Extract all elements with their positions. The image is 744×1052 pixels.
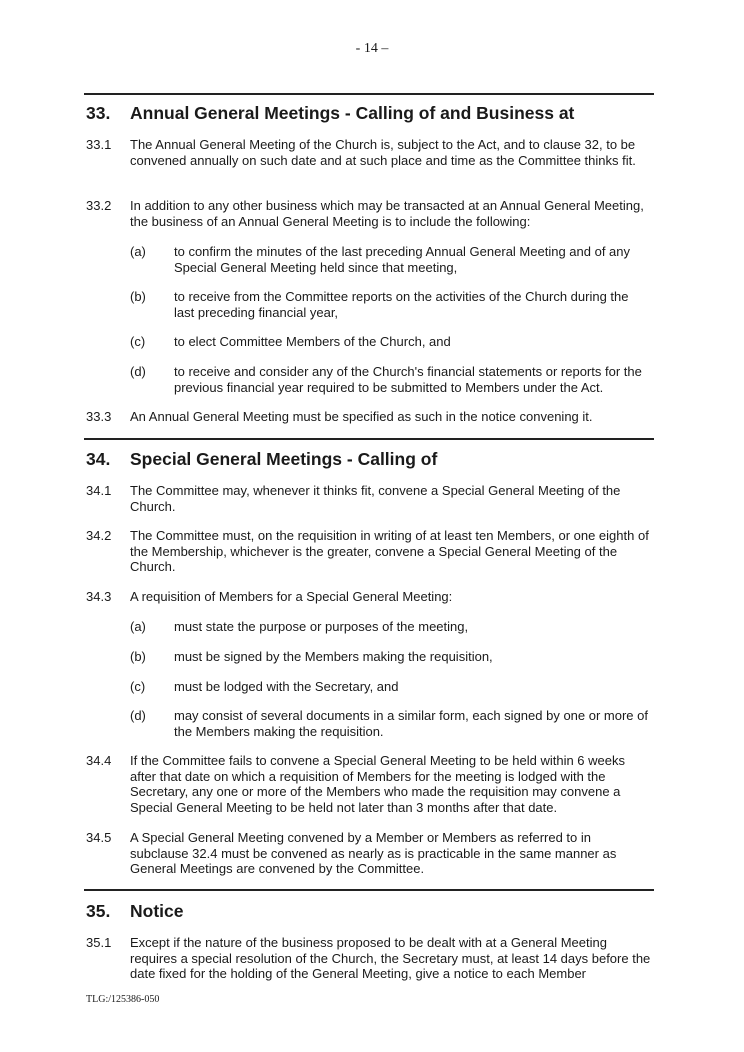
sub-item-text: must be lodged with the Secretary, and	[174, 679, 399, 694]
clause-text: In addition to any other business which may be transacted at an Annual General Meeting, the business of an Annual General Meeting is to include the following:	[130, 198, 644, 229]
sub-item-label: (c)	[130, 334, 146, 349]
sub-item-text: must be signed by the Members making the requisition,	[174, 649, 493, 664]
sub-item-text: to receive from the Committee reports on the activities of the Church during the last preceding financial year,	[174, 289, 629, 320]
document-reference: TLG:/125386-050	[86, 994, 160, 1005]
clause-text: Except if the nature of the business proposed to be dealt with at a General Meeting requires a special resolution of the Church, the Secretary must, at least 14 days before the date fixed for the holding of the General Meeting, give a notice to each Member	[130, 935, 651, 982]
clause-text: The Committee may, whenever it thinks fit, convene a Special General Meeting of the Church.	[130, 483, 621, 514]
clause-text: A Special General Meeting convened by a Member or Members as referred to in subclause 32.4 must be convened as nearly as is practicable in the same manner as General Meetings are convened by the Committee.	[130, 830, 617, 877]
sub-item-label: (d)	[130, 364, 146, 379]
clause-number: 33.2	[86, 198, 112, 213]
clause-text: An Annual General Meeting must be specified as such in the notice convening it.	[130, 409, 593, 424]
clause-number: 34.2	[86, 528, 112, 543]
sub-item-text: to elect Committee Members of the Church, and	[174, 334, 451, 349]
section-divider	[84, 438, 654, 440]
clause-text: The Annual General Meeting of the Church is, subject to the Act, and to clause 32, to be convened annually on such date and at such place and time as the Committee thinks fit.	[130, 137, 636, 168]
clause-number: 33.1	[86, 137, 112, 152]
section-number: 33.	[86, 103, 111, 123]
sub-item-text: to receive and consider any of the Church's financial statements or reports for the previous financial year required to be submitted to Members under the Act.	[174, 364, 642, 395]
clause-text: The Committee must, on the requisition in writing of at least ten Members, or one eighth of the Membership, whichever is the greater, convene a Special General Meeting of the Church.	[130, 528, 649, 575]
page-number: - 14 –	[355, 41, 389, 56]
clause-number: 34.3	[86, 589, 112, 604]
clause-number: 33.3	[86, 409, 112, 424]
section-title: Notice	[130, 901, 184, 921]
sub-item-label: (b)	[130, 649, 146, 664]
clause-text: A requisition of Members for a Special General Meeting:	[130, 589, 453, 604]
sub-item-label: (b)	[130, 289, 146, 304]
section-divider	[84, 93, 654, 95]
sub-item-label: (a)	[130, 619, 146, 634]
clause-number: 35.1	[86, 935, 112, 950]
section-number: 34.	[86, 449, 111, 469]
clause-number: 34.5	[86, 830, 112, 845]
sub-item-label: (a)	[130, 244, 146, 259]
sub-item-text: may consist of several documents in a similar form, each signed by one or more of the Members making the requisition.	[174, 708, 648, 739]
sub-item-label: (d)	[130, 708, 146, 723]
section-divider	[84, 889, 654, 891]
clause-number: 34.1	[86, 483, 112, 498]
sub-item-label: (c)	[130, 679, 146, 694]
section-title: Annual General Meetings - Calling of and Business at	[130, 103, 575, 123]
sub-item-text: must state the purpose or purposes of the meeting,	[174, 619, 469, 634]
sub-item-text: to confirm the minutes of the last preceding Annual General Meeting and of any Special General Meeting held since that meeting,	[174, 244, 630, 275]
section-title: Special General Meetings - Calling of	[130, 449, 438, 469]
clause-text: If the Committee fails to convene a Special General Meeting to be held within 6 weeks after that date on which a requisition of Members for the meeting is lodged with the Secretary, any one or more of the Members who made the requisition may convene a Special General Meeting to be held not later than 3 months after that date.	[130, 753, 625, 815]
clause-number: 34.4	[86, 753, 112, 768]
section-number: 35.	[86, 901, 111, 921]
